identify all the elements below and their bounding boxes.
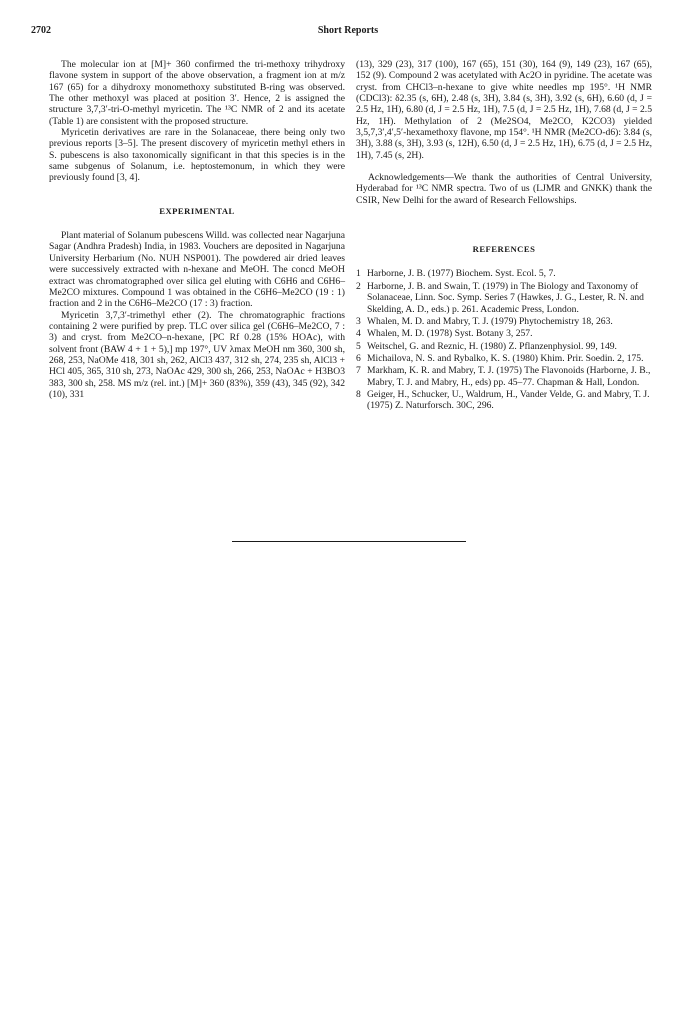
- reference-text: Harborne, J. B. (1977) Biochem. Syst. Ecol. 5, 7.: [367, 268, 556, 280]
- reference-number: 3: [356, 315, 361, 327]
- body-paragraph: Plant material of Solanum pubescens Willd. was collected near Nagarjuna Sagar (Andhra Pradesh) India, in 1983. Vouchers are deposited in Nagarjuna University Herbarium (No. NUH NSP001). The powdered air dried leaves were successively extracted with n-hexane and MeOH. The concd MeOH extract was chromatographed over silica gel eluting with C6H6 and C6H6–Me2CO mixtures. Compound 1 was obtained in the C6H6–Me2CO (19 : 1) fraction and 2 in the C6H6–Me2CO (17 : 3) fraction.: [49, 230, 345, 310]
- reference-text: Markham, K. R. and Mabry, T. J. (1975) The Flavonoids (Harborne, J. B., Mabry, T. J. and Mabry, H., eds) pp. 45–77. Chapman & Hall, London.: [367, 365, 651, 388]
- reference-text: Michailova, N. S. and Rybalko, K. S. (1980) Khim. Prir. Soedin. 2, 175.: [367, 352, 644, 364]
- reference-item: [356, 389, 652, 412]
- left-column: [49, 59, 345, 400]
- reference-item: [356, 353, 652, 364]
- reference-number: 8: [356, 388, 361, 400]
- reference-item: [356, 281, 652, 315]
- reference-number: 1: [356, 268, 361, 280]
- reference-number: 2: [356, 280, 361, 292]
- running-head: Short Reports: [317, 25, 379, 36]
- body-paragraph: Myricetin 3,7,3′-trimethyl ether (2). The chromatographic fractions containing 2 were purified by prep. TLC over silica gel (C6H6–Me2CO, 7 : 3) and cryst. from Me2CO–n-hexane, [PC Rf 0.28 (15% HOAc), with solvent front (BAW 4 + 1 + 5),] mp 197°, UV λmax MeOH nm 360, 300 sh, 268, 253, NaOMe 418, 301 sh, 262, AlCl3 437, 312 sh, 274, 235 sh, AlCl3 + HCl 405, 365, 310 sh, 273, NaOAc 429, 300 sh, 266, 253, NaOAc + H3BO3 383, 300 sh, 258. MS m/z (rel. int.) [M]+ 360 (83%), 359 (43), 345 (92), 342 (10), 331: [49, 309, 345, 400]
- reference-text: Geiger, H., Schucker, U., Waldrum, H., Vander Velde, G. and Mabry, T. J. (1975) Z. Naturforsch. 30C, 296.: [367, 388, 650, 412]
- reference-number: 4: [356, 328, 361, 340]
- body-paragraph: The molecular ion at [M]+ 360 confirmed the tri-methoxy trihydroxy flavone system in support of the above observation, a fragment ion at m/z 167 (65) for a dihydroxy monomethoxy substituted B-ring was observed. The other methoxyl was placed at position 3′. Hence, 2 is assigned the structure 3,7,3′-tri-O-methyl myricetin. The ¹³C NMR of 2 and its acetate (Table 1) are consistent with the proposed structure.: [49, 59, 345, 127]
- reference-item: [356, 365, 652, 388]
- reference-text: Harborne, J. B. and Swain, T. (1979) in The Biology and Taxonomy of Solanaceae, Linn. Soc. Symp. Series 7 (Hawkes, J. G., Lester, R. N. and Skelding, A. D., eds.) p. 261. Academic Press, London.: [367, 280, 644, 315]
- reference-text: Whalen, M. D. (1978) Syst. Botany 3, 257.: [367, 328, 533, 340]
- references-heading: REFERENCES: [472, 244, 536, 255]
- body-paragraph: Myricetin derivatives are rare in the Solanaceae, there being only two previous reports [3–5]. The present discovery of myricetin methyl ethers in S. pubescens is also taxonomically significant in that this species is in the same subgenus of Solanum, i.e. heptostemonum, in which they were previously found [3, 4].: [49, 127, 345, 184]
- experimental-heading: EXPERIMENTAL: [159, 205, 235, 216]
- references-list: [356, 268, 652, 411]
- end-divider: [232, 541, 466, 542]
- reference-item: [356, 328, 652, 339]
- right-column: [356, 59, 652, 413]
- acknowledgements: Acknowledgements—We thank the authorities of Central University, Hyderabad for ¹³C NMR spectra. Two of us (LJMR and GNKK) thank the CSIR, New Delhi for the award of Research Fellowships.: [356, 172, 652, 206]
- reference-item: [356, 316, 652, 327]
- body-paragraph: (13), 329 (23), 317 (100), 167 (65), 151 (30), 164 (9), 149 (23), 167 (65), 152 (9). Compound 2 was acetylated with Ac2O in pyridine. The acetate was cryst. from CHCl3–n-hexane to give white needles mp 195°. ¹H NMR (CDCl3): δ2.35 (s, 6H), 2.48 (s, 3H), 3.84 (s, 3H), 3.92 (s, 6H), 6.60 (d, J = 2.5 Hz, 1H), 6.80 (d, J = 2.5 Hz, 1H), 7.5 (d, J = 2.5 Hz, 1H), 7.68 (d, J = 2.5 Hz, 1H). Methylation of 2 (Me2SO4, Me2CO, K2CO3) yielded 3,5,7,3′,4′,5′-hexamethoxy flavone, mp 154°. ¹H NMR (Me2CO-d6): 3.84 (s, 3H), 3.88 (s, 3H), 3.93 (s, 12H), 6.50 (d, J = 2.5 Hz, 1H), 6.75 (d, J = 2.5 Hz, 1H), 7.45 (s, 2H).: [356, 59, 652, 161]
- reference-item: [356, 341, 652, 352]
- page-number: 2702: [31, 25, 51, 36]
- reference-item: [356, 268, 652, 279]
- reference-number: 5: [356, 340, 361, 352]
- reference-number: 6: [356, 352, 361, 364]
- reference-text: Whalen, M. D. and Mabry, T. J. (1979) Phytochemistry 18, 263.: [367, 315, 613, 327]
- reference-number: 7: [356, 365, 361, 377]
- reference-text: Weitschel, G. and Reznic, H. (1980) Z. Pflanzenphysiol. 99, 149.: [367, 340, 617, 352]
